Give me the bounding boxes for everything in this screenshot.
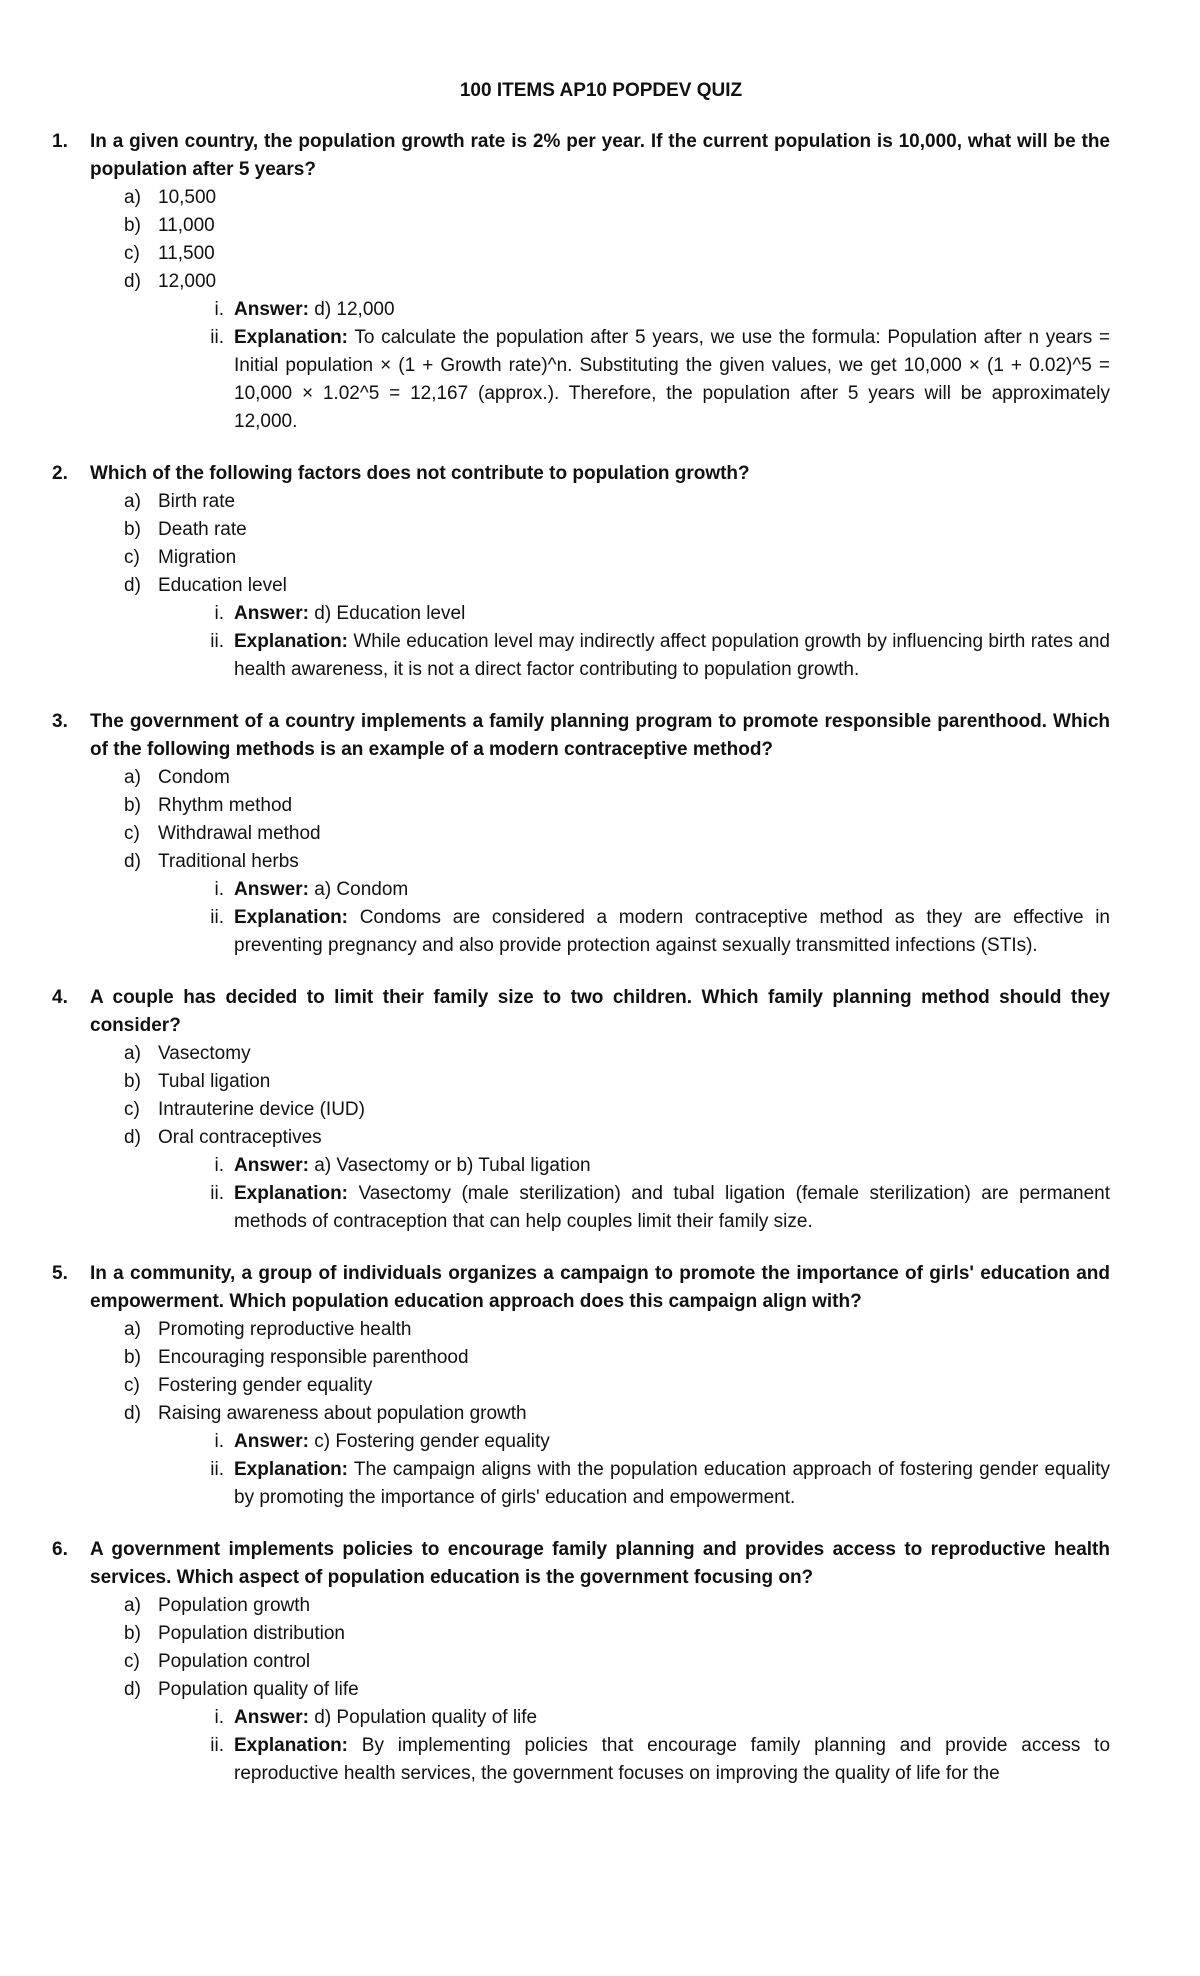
answer-body: [234, 1428, 1110, 1456]
explanation-number: ii.: [210, 327, 224, 348]
option-letter: a): [124, 1043, 141, 1064]
answer-line: [194, 1428, 1110, 1456]
explanation-line: [194, 324, 1110, 436]
question-number: 5.: [52, 1263, 68, 1284]
explanation-label: Explanation:: [234, 1735, 349, 1756]
option-text: Oral contraceptives: [158, 1127, 322, 1148]
explanation-body: [234, 1732, 1110, 1788]
option-letter: c): [124, 243, 140, 264]
answer-line: [194, 296, 1110, 324]
option-item: [124, 184, 1110, 212]
option-item: [124, 1096, 1110, 1124]
option-letter: d): [124, 575, 141, 596]
option-text: Promoting reproductive health: [158, 1319, 412, 1340]
option-letter: d): [124, 1679, 141, 1700]
explanation-number: ii.: [210, 1183, 224, 1204]
option-text: Intrauterine device (IUD): [158, 1099, 365, 1120]
answer-text: d) Education level: [314, 603, 466, 624]
explanation-line: [194, 1456, 1110, 1512]
question-number: 6.: [52, 1539, 68, 1560]
option-text: Encouraging responsible parenthood: [158, 1347, 469, 1368]
answer-label: Answer:: [234, 1155, 309, 1176]
option-item: [124, 764, 1110, 792]
option-letter: a): [124, 187, 141, 208]
answer-block: [52, 296, 1110, 436]
option-text: Traditional herbs: [158, 851, 299, 872]
option-list: [52, 488, 1110, 600]
option-letter: b): [124, 795, 141, 816]
option-text: Fostering gender equality: [158, 1375, 373, 1396]
answer-line: [194, 876, 1110, 904]
question-text: Which of the following factors does not contribute to population growth?: [90, 463, 750, 484]
explanation-text: By implementing policies that encourage family planning and provide access to reproductive health services, the government focuses on improving the quality of life for the: [234, 1735, 1111, 1784]
answer-line: [194, 1152, 1110, 1180]
explanation-line: [194, 904, 1110, 960]
explanation-body: [234, 904, 1110, 960]
option-list: [52, 184, 1110, 296]
question-text: The government of a country implements a family planning program to promote responsible parenthood. Which of the following methods is an example of a modern contraceptive method?: [90, 711, 1110, 760]
explanation-line: [194, 1180, 1110, 1236]
answer-body: [234, 600, 1110, 628]
option-text: Death rate: [158, 519, 247, 540]
question-item: [52, 128, 1110, 436]
answer-number: i.: [214, 1431, 224, 1452]
explanation-text: Vasectomy (male sterilization) and tubal ligation (female sterilization) are permanent methods of contraception that can help couples limit their family size.: [234, 1183, 1111, 1232]
question-text: A couple has decided to limit their family size to two children. Which family planning method should they consider?: [90, 987, 1110, 1036]
option-list: [52, 764, 1110, 876]
question-item: [52, 1536, 1110, 1788]
option-text: 11,000: [158, 215, 215, 236]
question-header: [52, 460, 1110, 488]
explanation-body: [234, 1456, 1110, 1512]
option-item: [124, 1316, 1110, 1344]
option-letter: c): [124, 1375, 140, 1396]
explanation-line: [194, 1732, 1110, 1788]
option-list: [52, 1592, 1110, 1704]
question-header: [52, 1260, 1110, 1316]
explanation-label: Explanation:: [234, 1183, 349, 1204]
answer-line: [194, 1704, 1110, 1732]
option-text: 12,000: [158, 271, 217, 292]
question-header: [52, 1536, 1110, 1592]
answer-text: a) Condom: [314, 879, 409, 900]
option-item: [124, 1344, 1110, 1372]
option-letter: c): [124, 1099, 140, 1120]
answer-number: i.: [214, 603, 224, 624]
option-letter: d): [124, 851, 141, 872]
option-letter: a): [124, 1595, 141, 1616]
option-letter: c): [124, 823, 140, 844]
option-text: Population growth: [158, 1595, 311, 1616]
answer-body: [234, 876, 1110, 904]
option-item: [124, 240, 1110, 268]
answer-text: a) Vasectomy or b) Tubal ligation: [314, 1155, 591, 1176]
explanation-body: [234, 1180, 1110, 1236]
question-header: [52, 708, 1110, 764]
option-text: Population quality of life: [158, 1679, 359, 1700]
option-item: [124, 516, 1110, 544]
option-letter: a): [124, 1319, 141, 1340]
option-text: Vasectomy: [158, 1043, 251, 1064]
option-text: Condom: [158, 767, 230, 788]
answer-body: [234, 1152, 1110, 1180]
explanation-label: Explanation:: [234, 1459, 349, 1480]
answer-label: Answer:: [234, 1431, 309, 1452]
question-list: [52, 128, 1110, 1788]
document-title: 100 ITEMS AP10 POPDEV QUIZ: [459, 80, 743, 101]
explanation-text: To calculate the population after 5 years, we use the formula: Population after n years = Initial population × (1 + Growth rate)^n. Substituting the given values, we get 10,000 × (1 + 0.02)^5 = 10,000 × 1.02^5 = 12,167 (approx.). Therefore, the population after 5 years will be approximately 12,000.: [234, 327, 1110, 432]
answer-text: c) Fostering gender equality: [314, 1431, 550, 1452]
explanation-number: ii.: [210, 907, 224, 928]
answer-number: i.: [214, 879, 224, 900]
explanation-text: The campaign aligns with the population education approach of fostering gender equality by promoting the importance of girls' education and empowerment.: [234, 1459, 1110, 1508]
question-header: [52, 128, 1110, 184]
option-letter: d): [124, 271, 141, 292]
question-item: [52, 1260, 1110, 1512]
option-item: [124, 848, 1110, 876]
option-list: [52, 1040, 1110, 1152]
explanation-number: ii.: [210, 631, 224, 652]
question-text: A government implements policies to encourage family planning and provides access to reproductive health services. Which aspect of population education is the government focusing on?: [90, 1539, 1110, 1588]
explanation-text: Condoms are considered a modern contraceptive method as they are effective in preventing pregnancy and also provide protection against sexually transmitted infections (STIs).: [234, 907, 1110, 956]
answer-block: [52, 1704, 1110, 1788]
question-number: 1.: [52, 131, 68, 152]
option-letter: b): [124, 215, 141, 236]
question-text: In a community, a group of individuals organizes a campaign to promote the importance of girls' education and empowerment. Which population education approach does this campaign align with?: [90, 1263, 1110, 1312]
option-list: [52, 1316, 1110, 1428]
option-item: [124, 1372, 1110, 1400]
option-letter: b): [124, 1071, 141, 1092]
option-text: Population control: [158, 1651, 311, 1672]
explanation-number: ii.: [210, 1459, 224, 1480]
option-letter: d): [124, 1403, 141, 1424]
option-item: [124, 1648, 1110, 1676]
answer-body: [234, 1704, 1110, 1732]
answer-text: d) 12,000: [314, 299, 395, 320]
option-item: [124, 544, 1110, 572]
option-item: [124, 488, 1110, 516]
answer-block: [52, 600, 1110, 684]
option-item: [124, 792, 1110, 820]
answer-label: Answer:: [234, 879, 309, 900]
question-item: [52, 984, 1110, 1236]
option-text: 10,500: [158, 187, 217, 208]
option-item: [124, 268, 1110, 296]
option-item: [124, 1620, 1110, 1648]
option-item: [124, 1592, 1110, 1620]
answer-number: i.: [214, 1155, 224, 1176]
option-item: [124, 820, 1110, 848]
option-item: [124, 1068, 1110, 1096]
answer-block: [52, 1152, 1110, 1236]
option-text: Rhythm method: [158, 795, 293, 816]
option-text: Population distribution: [158, 1623, 345, 1644]
option-text: Raising awareness about population growth: [158, 1403, 527, 1424]
option-text: Birth rate: [158, 491, 236, 512]
option-item: [124, 572, 1110, 600]
question-number: 2.: [52, 463, 68, 484]
answer-label: Answer:: [234, 603, 309, 624]
question-header: [52, 984, 1110, 1040]
option-letter: b): [124, 1347, 141, 1368]
option-letter: b): [124, 1623, 141, 1644]
option-item: [124, 1676, 1110, 1704]
option-text: Tubal ligation: [158, 1071, 271, 1092]
option-text: Withdrawal method: [158, 823, 321, 844]
option-letter: c): [124, 547, 140, 568]
question-number: 3.: [52, 711, 68, 732]
answer-number: i.: [214, 1707, 224, 1728]
question-text: In a given country, the population growth rate is 2% per year. If the current population is 10,000, what will be the population after 5 years?: [90, 131, 1110, 180]
answer-number: i.: [214, 299, 224, 320]
explanation-label: Explanation:: [234, 907, 349, 928]
option-letter: b): [124, 519, 141, 540]
answer-block: [52, 1428, 1110, 1512]
answer-text: d) Population quality of life: [314, 1707, 538, 1728]
answer-block: [52, 876, 1110, 960]
question-item: [52, 460, 1110, 684]
answer-label: Answer:: [234, 1707, 309, 1728]
option-item: [124, 1124, 1110, 1152]
explanation-label: Explanation:: [234, 327, 349, 348]
option-item: [124, 212, 1110, 240]
explanation-body: [234, 324, 1110, 436]
option-letter: d): [124, 1127, 141, 1148]
option-item: [124, 1400, 1110, 1428]
option-item: [124, 1040, 1110, 1068]
option-letter: a): [124, 491, 141, 512]
answer-body: [234, 296, 1110, 324]
explanation-body: [234, 628, 1110, 684]
explanation-text: While education level may indirectly affect population growth by influencing birth rates and health awareness, it is not a direct factor contributing to population growth.: [234, 631, 1110, 680]
explanation-number: ii.: [210, 1735, 224, 1756]
option-letter: c): [124, 1651, 140, 1672]
option-letter: a): [124, 767, 141, 788]
answer-line: [194, 600, 1110, 628]
option-text: Education level: [158, 575, 287, 596]
option-text: 11,500: [158, 243, 215, 264]
question-number: 4.: [52, 987, 68, 1008]
question-item: [52, 708, 1110, 960]
option-text: Migration: [158, 547, 237, 568]
answer-label: Answer:: [234, 299, 309, 320]
explanation-line: [194, 628, 1110, 684]
explanation-label: Explanation:: [234, 631, 349, 652]
